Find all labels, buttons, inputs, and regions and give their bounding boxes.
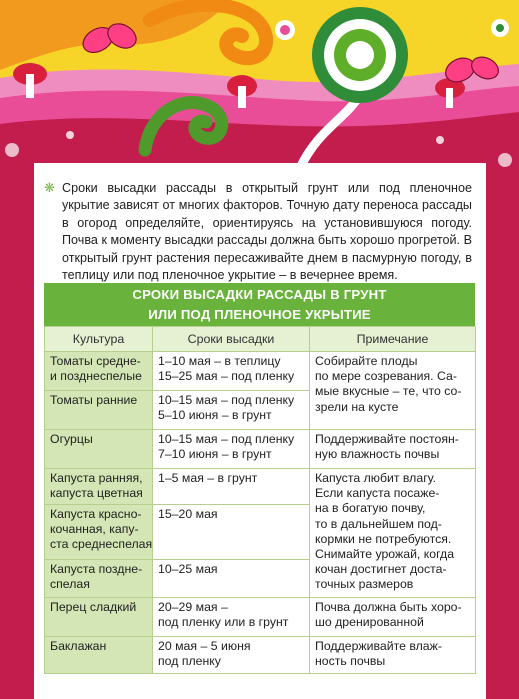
crop-cell (45, 352, 153, 391)
dates-cell (153, 469, 310, 505)
cell-line: Собирайте плоды (315, 354, 418, 368)
cell-line: по мере созревания. Са- (315, 369, 457, 384)
crop-cell (45, 598, 153, 637)
dates-cell (153, 391, 310, 430)
cell-line: кормки не потребуются. (315, 531, 452, 546)
cell-line: 10–15 мая – под пленку (158, 393, 295, 407)
cell-line: 10–15 мая – под пленку (158, 432, 295, 446)
cell-line: 20 мая – 5 июня (158, 639, 251, 653)
dates-cell (153, 637, 310, 674)
cell-line: спелая (50, 577, 90, 592)
header-crop: Культура (45, 327, 153, 352)
cell-line: Баклажан (50, 639, 107, 653)
cell-line: Огурцы (50, 432, 93, 446)
cell-line: под пленку (158, 654, 221, 669)
cell-line: мые вкусные – те, что со- (315, 384, 462, 399)
note-cell (310, 469, 476, 598)
crop-cell (45, 469, 153, 505)
cell-line: под пленку или в грунт (158, 615, 289, 630)
cell-line: 1–5 мая – в грунт (158, 471, 258, 485)
cell-line: Перец сладкий (50, 600, 137, 614)
table-row (45, 430, 476, 469)
cell-line: на в богатую почву, (315, 501, 426, 516)
cell-line: Томаты ранние (50, 393, 138, 407)
table-row (45, 637, 476, 674)
planting-table (44, 326, 476, 674)
cell-line: Почва должна быть хоро- (315, 600, 462, 614)
cell-line: кочан достигнет доста- (315, 562, 447, 577)
cell-line: и позднеспелые (50, 369, 142, 384)
crop-cell (45, 560, 153, 598)
cell-line: Капуста поздне- (50, 562, 143, 576)
table-title (44, 283, 475, 326)
dates-cell (153, 505, 310, 560)
cell-line: зрели на кусте (315, 399, 399, 414)
crop-cell (45, 391, 153, 430)
cell-line: шо дренированной (315, 615, 424, 630)
crop-cell (45, 430, 153, 469)
cell-line: 20–29 мая – (158, 600, 228, 614)
dates-cell (153, 598, 310, 637)
note-cell (310, 352, 476, 430)
table-row (45, 352, 476, 391)
cell-line: Поддерживайте постоян- (315, 432, 459, 446)
cell-line: Капуста ранняя, (50, 471, 143, 485)
cell-line: Снимайте урожай, когда (315, 547, 455, 562)
cell-line: ность почвы (315, 654, 386, 669)
note-cell (310, 430, 476, 469)
snowflake-bullet-icon: ❋ (44, 180, 55, 195)
cell-line: ста среднеспелая (50, 537, 153, 552)
cell-line: Если капуста посаже- (315, 486, 440, 501)
table-title-line-1: СРОКИ ВЫСАДКИ РАССАДЫ В ГРУНТ (132, 287, 387, 302)
cell-line: Поддерживайте влаж- (315, 639, 442, 653)
intro-paragraph: Сроки высадки рассады в открытый грунт или под пленочное укрытие зависят от многих факторов. Точную дату переноса рассады в огород определяйте, ориентируясь на установившуюся погоду. Почва к моменту высадки рассады должна быть хорошо прогретой. В открытый грунт растения пересаживайте днем в пасмурную погоду, в теплицу или под пленочное укрытие – в вечернее время. (62, 181, 472, 283)
table-row (45, 598, 476, 637)
cell-line: Капуста любит влагу. (315, 471, 437, 485)
table-header-row (45, 327, 476, 352)
table-title-line-2: ИЛИ ПОД ПЛЕНОЧНОЕ УКРЫТИЕ (148, 307, 371, 322)
header-note: Примечание (310, 327, 476, 352)
header-dates: Сроки высадки (153, 327, 310, 352)
cell-line: 15–25 мая – под пленку (158, 369, 295, 384)
cell-line: точных размеров (315, 577, 414, 592)
cell-line: ную влажность почвы (315, 447, 440, 462)
cell-line: 1–10 мая – в теплицу (158, 354, 281, 368)
cell-line: 15–20 мая (158, 507, 218, 521)
crop-cell (45, 637, 153, 674)
dates-cell (153, 560, 310, 598)
cell-line: 10–25 мая (158, 562, 218, 576)
cell-line: 7–10 июня – в грунт (158, 447, 272, 462)
cell-line: 5–10 июня – в грунт (158, 408, 272, 423)
cell-line: Капуста красно- (50, 507, 142, 521)
dates-cell (153, 430, 310, 469)
cell-line: капуста цветная (50, 486, 143, 501)
note-cell (310, 637, 476, 674)
cell-line: кочанная, капу- (50, 522, 139, 537)
dates-cell (153, 352, 310, 391)
note-cell (310, 598, 476, 637)
cell-line: то в дальнейшем под- (315, 516, 442, 531)
cell-line: Томаты средне- (50, 354, 141, 368)
crop-cell (45, 505, 153, 560)
table-row (45, 469, 476, 505)
